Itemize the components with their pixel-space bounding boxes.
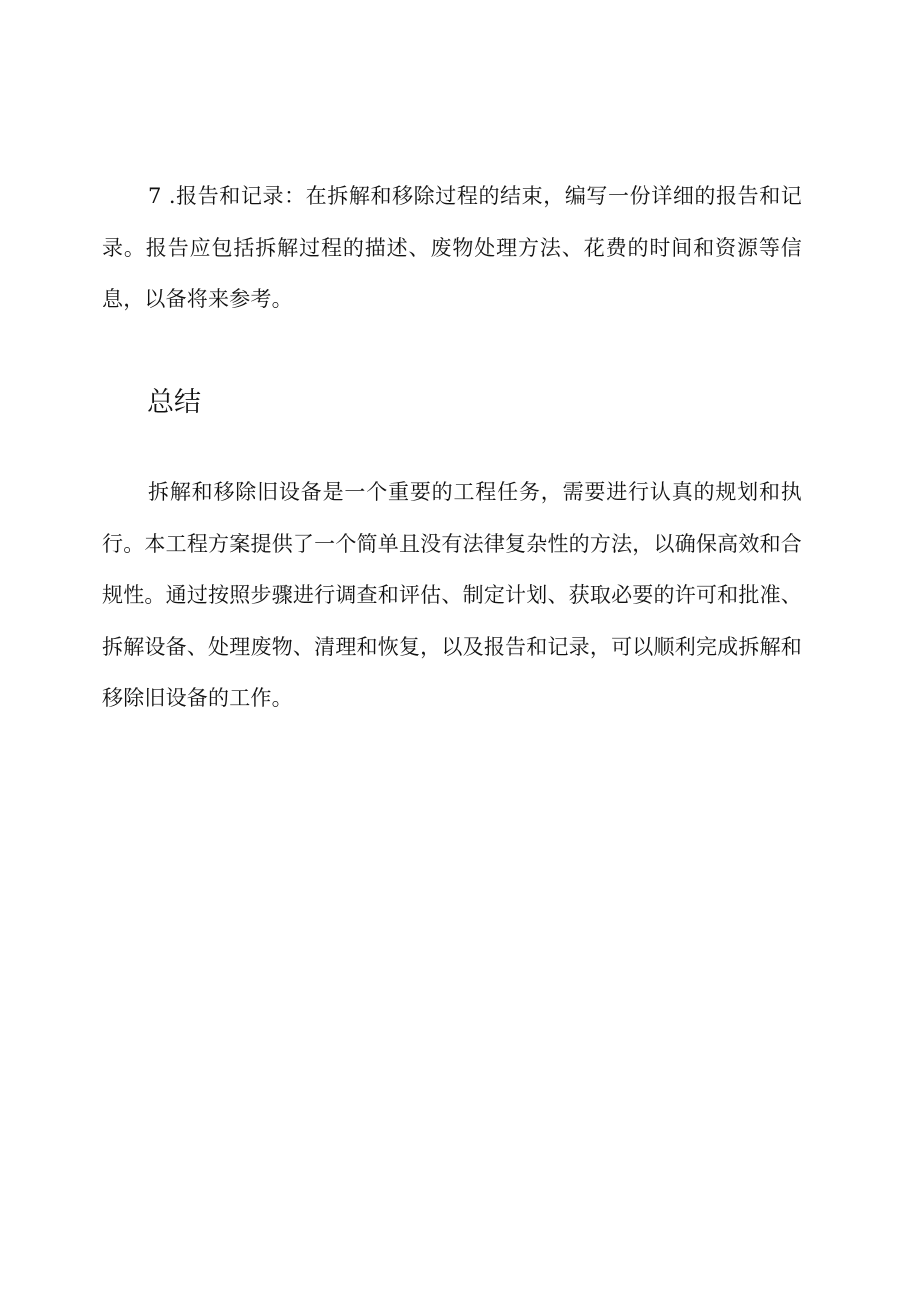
summary-heading: 总结 bbox=[147, 387, 201, 418]
summary-paragraph: 拆解和移除旧设备是一个重要的工程任务，需要进行认真的规划和执行。本工程方案提供了一个简单且没有法律复杂性的方法，以确保高效和合规性。通过按照步骤进行调查和评估、制定计划、获取必要的许可和批准、拆解设备、处理废物、清理和恢复，以及报告和记录，可以顺利完成拆解和移除旧设备的工作。 bbox=[102, 480, 802, 710]
step-7-paragraph: 7 .报告和记录：在拆解和移除过程的结束，编写一份详细的报告和记录。报告应包括拆解过程的描述、废物处理方法、花费的时间和资源等信息，以备将来参考。 bbox=[102, 184, 802, 311]
